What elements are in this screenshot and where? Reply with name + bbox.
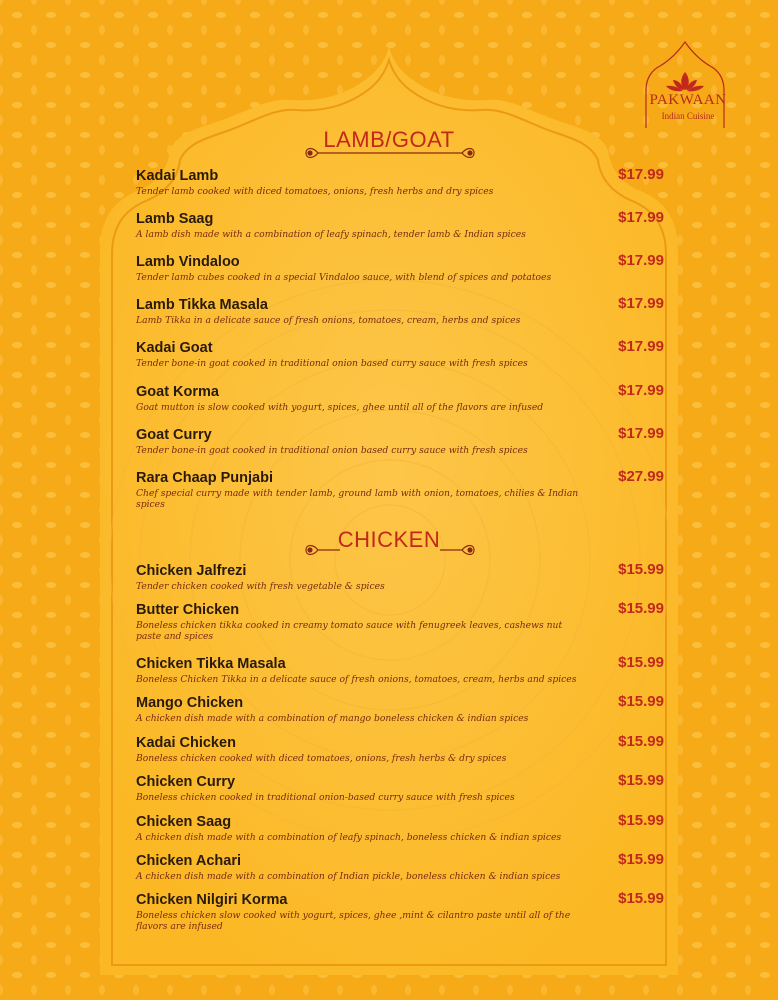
menu-item-name: Kadai Goat [136,340,213,356]
menu-item-description: A chicken dish made with a combination of leafy spinach, boneless chicken & indian spices [136,832,562,843]
menu-item-name: Lamb Saag [136,211,214,227]
menu-item-name: Chicken Jalfrezi [136,563,247,579]
menu-item-description: Boneless chicken cooked with diced tomatoes, onions, fresh herbs & dry spices [136,753,507,764]
menu-item-price: $15.99 [618,733,664,750]
menu-item-price: $17.99 [618,338,664,355]
section-title-lamb-goat: LAMB/GOAT [323,127,455,152]
menu-item-name: Kadai Lamb [136,168,219,184]
menu-item-description: Tender lamb cubes cooked in a special Vindaloo sauce, with blend of spices and potatoes [136,272,552,283]
menu-item-name: Chicken Saag [136,814,232,830]
menu-item-name: Mango Chicken [136,695,244,711]
menu-item-description: A chicken dish made with a combination of Indian pickle, boneless chicken & indian spices [136,871,561,882]
menu-item-description: Boneless chicken cooked in traditional onion-based curry sauce with fresh spices [136,792,515,803]
menu-item-description: Chef special curry made with tender lamb, ground lamb with onion, tomatoes, chilies & Indian spices [136,488,579,510]
menu-item-name: Kadai Chicken [136,735,236,751]
brand-logo [636,48,740,128]
menu-item-description: Tender bone-in goat cooked in traditional onion based curry sauce with fresh spices [136,445,528,456]
menu-item-name: Goat Korma [136,384,219,400]
menu-item-description: Boneless Chicken Tikka in a delicate sauce of fresh onions, tomatoes, cream, herbs and spices [136,674,577,685]
brand-name: PAKWAAN [649,92,727,108]
menu-item-price: $15.99 [618,654,664,671]
menu-item-price: $17.99 [618,295,664,312]
menu-item-price: $15.99 [618,600,664,617]
menu-item-description: Tender lamb cooked with diced tomatoes, onions, fresh herbs and dry spices [136,186,494,197]
menu-item-price: $15.99 [618,561,664,578]
menu-item-name: Goat Curry [136,427,212,443]
menu-item-name: Chicken Tikka Masala [136,656,286,672]
menu-item-description: Tender chicken cooked with fresh vegetable & spices [136,581,385,592]
menu-item-price: $15.99 [618,812,664,829]
menu-item-name: Butter Chicken [136,602,240,618]
menu-item-price: $15.99 [618,693,664,710]
brand-tagline: Indian Cuisine [661,111,715,121]
menu-item-price: $17.99 [618,166,664,183]
menu-item-name: Rara Chaap Punjabi [136,470,273,486]
menu-item-price: $17.99 [618,382,664,399]
menu-item-description: Tender bone-in goat cooked in traditional onion based curry sauce with fresh spices [136,358,528,369]
menu-item-name: Lamb Vindaloo [136,254,240,270]
menu-item-price: $15.99 [618,851,664,868]
menu-item-description: Lamb Tikka in a delicate sauce of fresh onions, tomatoes, cream, herbs and spices [136,315,521,326]
menu-item-description: Boneless chicken slow cooked with yogurt, spices, ghee ,mint & cilantro paste until all of the flavors are infused [136,910,571,932]
menu-item-price: $17.99 [618,252,664,269]
menu-item-price: $17.99 [618,209,664,226]
menu-item-description: Goat mutton is slow cooked with yogurt, spices, ghee until all of the flavors are infused [136,402,544,413]
menu-item-name: Lamb Tikka Masala [136,297,268,313]
menu-item-description: A lamb dish made with a combination of leafy spinach, tender lamb & Indian spices [136,229,526,240]
menu-item-name: Chicken Achari [136,853,242,869]
menu-item-price: $27.99 [618,468,664,485]
menu-item-price: $17.99 [618,425,664,442]
menu-item-description: A chicken dish made with a combination of mango boneless chicken & indian spices [136,713,529,724]
section-title-chicken: CHICKEN [337,527,441,552]
menu-item-name: Chicken Curry [136,774,236,790]
menu-item-description: Boneless chicken tikka cooked in creamy tomato sauce with fenugreek leaves, cashews nut paste and spices [136,620,563,642]
menu-item-price: $15.99 [618,890,664,907]
menu-item-name: Chicken Nilgiri Korma [136,892,288,908]
menu-item-price: $15.99 [618,772,664,789]
